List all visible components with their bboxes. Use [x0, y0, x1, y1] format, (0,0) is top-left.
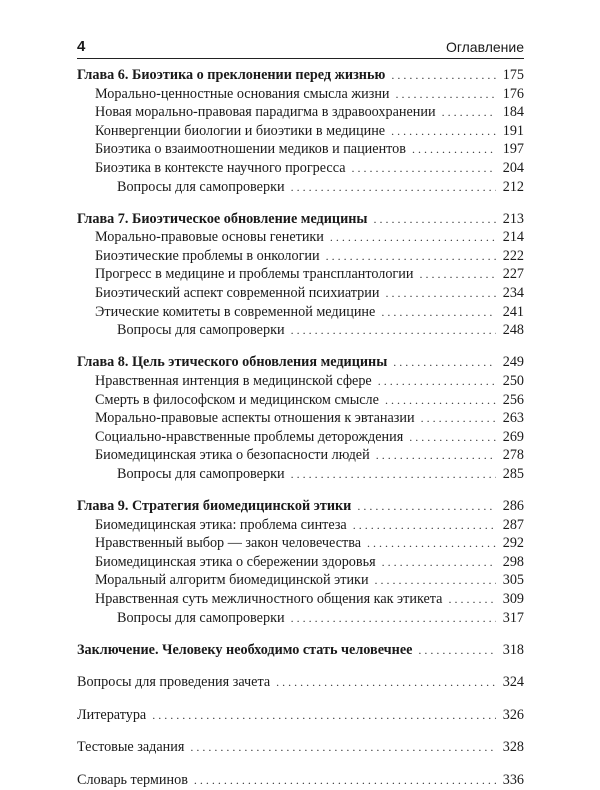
toc-chapter-entry: [77, 210, 524, 229]
toc-entry-title: Вопросы для проведения зачета: [77, 674, 271, 691]
toc-section-entry: [77, 409, 524, 428]
toc-entry-page-number: 298: [502, 553, 524, 570]
toc-entry-page-number: 234: [502, 285, 524, 302]
toc-entry-page-number: 227: [502, 266, 524, 283]
page-header: [77, 38, 524, 59]
toc-entry-title: Глава 9. Стратегия биомедицинской этики: [77, 497, 352, 514]
toc-backmatter-entry: [77, 706, 524, 725]
dot-leader: [291, 465, 496, 484]
toc-backmatter-entry: [77, 771, 524, 790]
toc-entry-title: Биомедицинская этика: проблема синтеза: [95, 516, 347, 533]
dot-leader: [378, 372, 496, 391]
toc-entry-title: Тестовые задания: [77, 739, 185, 756]
toc-entry-page-number: 318: [502, 641, 524, 658]
toc-section-entry: [77, 265, 524, 284]
dot-leader: [352, 159, 497, 178]
toc-entry-page-number: 336: [502, 772, 524, 788]
toc-chapter-entry: [77, 66, 524, 85]
toc-entry-title: Вопросы для самопроверки: [117, 178, 285, 195]
toc-entry-page-number: 269: [502, 428, 524, 445]
toc-entry-title: Биомедицинская этика о безопасности людей: [95, 447, 370, 464]
toc-entry-title: Литература: [77, 706, 147, 723]
toc-section-entry: [77, 571, 524, 590]
toc-entry-title: Смерть в философском и медицинском смысле: [95, 391, 379, 408]
toc-entry-title: Новая морально-правовая парадигма в здравоохранении: [95, 104, 436, 121]
toc-entry-title: Морально-правовые аспекты отношения к эвтаназии: [95, 410, 415, 427]
toc-section-entry: [77, 228, 524, 247]
dot-leader: [421, 409, 496, 428]
toc-entry-page-number: 326: [502, 706, 524, 723]
toc-entry-title: Глава 6. Биоэтика о преклонении перед жизнью: [77, 67, 386, 83]
dot-leader: [419, 265, 496, 284]
toc-entry-title: Морально-правовые основы генетики: [95, 229, 324, 246]
toc-backmatter-entry: [77, 673, 524, 692]
toc-entry-title: Вопросы для самопроверки: [117, 465, 285, 482]
toc-entry-page-number: 328: [502, 739, 524, 756]
toc-entry-page-number: 256: [502, 391, 524, 408]
dot-leader: [391, 66, 496, 85]
toc-review-questions-entry: [77, 321, 524, 340]
toc-entry-title: Биоэтика в контексте научного прогресса: [95, 159, 346, 176]
toc-section-entry: [77, 85, 524, 104]
toc-entry-page-number: 292: [502, 535, 524, 552]
toc-entry-page-number: 309: [502, 590, 524, 607]
dot-leader: [367, 534, 496, 553]
toc-entry-page-number: 249: [502, 354, 524, 371]
dot-leader: [382, 553, 496, 572]
toc-section-entry: [77, 159, 524, 178]
toc-entry-title: Вопросы для самопроверки: [117, 322, 285, 339]
toc-entry-page-number: 204: [502, 159, 524, 176]
toc-review-questions-entry: [77, 465, 524, 484]
dot-leader: [381, 303, 496, 322]
dot-leader: [291, 609, 496, 628]
toc-entry-page-number: 287: [502, 516, 524, 533]
toc-section-entry: [77, 534, 524, 553]
toc-section-entry: [77, 247, 524, 266]
toc-entry-title: Биомедицинская этика о сбережении здоровья: [95, 553, 376, 570]
toc-entry-page-number: 248: [502, 322, 524, 339]
toc-section-entry: [77, 284, 524, 303]
dot-leader: [393, 353, 496, 372]
toc-section-entry: [77, 391, 524, 410]
toc-entry-page-number: 191: [502, 122, 524, 139]
dot-leader: [291, 178, 496, 197]
toc-entry-title: Словарь терминов: [77, 772, 188, 788]
toc-review-questions-entry: [77, 178, 524, 197]
toc-entry-title: Глава 7. Биоэтическое обновление медицины: [77, 210, 368, 227]
dot-leader: [374, 210, 496, 229]
dot-leader: [376, 446, 496, 465]
toc-entry-page-number: 324: [502, 674, 524, 691]
dot-leader: [396, 85, 496, 104]
dot-leader: [190, 738, 496, 757]
toc-entry-title: Биоэтика о взаимоотношении медиков и пациентов: [95, 141, 406, 158]
toc-entry-title: Нравственный выбор — закон человечества: [95, 535, 362, 552]
toc-entry-page-number: 222: [502, 247, 524, 264]
toc-entry-page-number: 305: [502, 572, 524, 589]
toc-entry-title: Моральный алгоритм биомедицинской этики: [95, 572, 369, 589]
toc-section-entry: [77, 516, 524, 535]
toc-section-entry: [77, 103, 524, 122]
toc-entry-title: Этические комитеты в современной медицине: [95, 303, 376, 320]
toc-entry-title: Вопросы для самопроверки: [117, 609, 285, 626]
toc-entry-page-number: 212: [502, 178, 524, 195]
toc-entry-title: Биоэтические проблемы в онкологии: [95, 247, 320, 264]
dot-leader: [409, 428, 496, 447]
dot-leader: [357, 497, 496, 516]
toc-entry-page-number: 286: [502, 497, 524, 514]
toc-entry-title: Социально-нравственные проблемы деторождения: [95, 428, 404, 445]
toc-entry-page-number: 176: [502, 85, 524, 102]
dot-leader: [385, 284, 496, 303]
toc-entry-page-number: 250: [502, 372, 524, 389]
dot-leader: [448, 590, 496, 609]
toc-chapter-entry: [77, 353, 524, 372]
table-of-contents: [77, 66, 524, 790]
running-title: Оглавление: [445, 39, 524, 55]
dot-leader: [391, 122, 496, 141]
toc-section-entry: [77, 372, 524, 391]
toc-section-entry: [77, 303, 524, 322]
toc-section-entry: [77, 122, 524, 141]
toc-section-entry: [77, 446, 524, 465]
toc-entry-page-number: 285: [502, 465, 524, 482]
dot-leader: [326, 247, 496, 266]
toc-entry-title: Нравственная интенция в медицинской сфере: [95, 372, 372, 389]
toc-chapter-entry: [77, 641, 524, 660]
toc-entry-title: Морально-ценностные основания смысла жизни: [95, 85, 390, 102]
dot-leader: [276, 673, 496, 692]
toc-entry-page-number: 214: [502, 229, 524, 246]
toc-review-questions-entry: [77, 609, 524, 628]
toc-entry-page-number: 184: [502, 104, 524, 121]
dot-leader: [152, 706, 496, 725]
toc-entry-page-number: 241: [502, 303, 524, 320]
dot-leader: [412, 140, 496, 159]
toc-section-entry: [77, 140, 524, 159]
toc-entry-title: Нравственная суть межличностного общения как этикета: [95, 590, 443, 607]
dot-leader: [291, 321, 496, 340]
toc-entry-page-number: 197: [502, 141, 524, 158]
dot-leader: [353, 516, 496, 535]
toc-entry-page-number: 278: [502, 447, 524, 464]
toc-entry-title: Прогресс в медицине и проблемы трансплантологии: [95, 266, 414, 283]
toc-entry-title: Заключение. Человеку необходимо стать человечнее: [77, 641, 413, 658]
dot-leader: [194, 771, 496, 790]
toc-section-entry: [77, 428, 524, 447]
toc-entry-page-number: 213: [502, 210, 524, 227]
toc-entry-title: Глава 8. Цель этического обновления медицины: [77, 354, 388, 371]
toc-section-entry: [77, 590, 524, 609]
toc-entry-page-number: 317: [502, 609, 524, 626]
toc-backmatter-entry: [77, 738, 524, 757]
toc-entry-page-number: 263: [502, 410, 524, 427]
toc-entry-page-number: 175: [502, 67, 524, 83]
dot-leader: [375, 571, 496, 590]
toc-chapter-entry: [77, 497, 524, 516]
toc-section-entry: [77, 553, 524, 572]
toc-entry-title: Конвергенции биологии и биоэтики в медицине: [95, 122, 386, 139]
page-number: 4: [77, 38, 86, 55]
dot-leader: [330, 228, 496, 247]
toc-entry-title: Биоэтический аспект современной психиатрии: [95, 285, 380, 302]
dot-leader: [385, 391, 496, 410]
dot-leader: [442, 103, 496, 122]
dot-leader: [418, 641, 496, 660]
